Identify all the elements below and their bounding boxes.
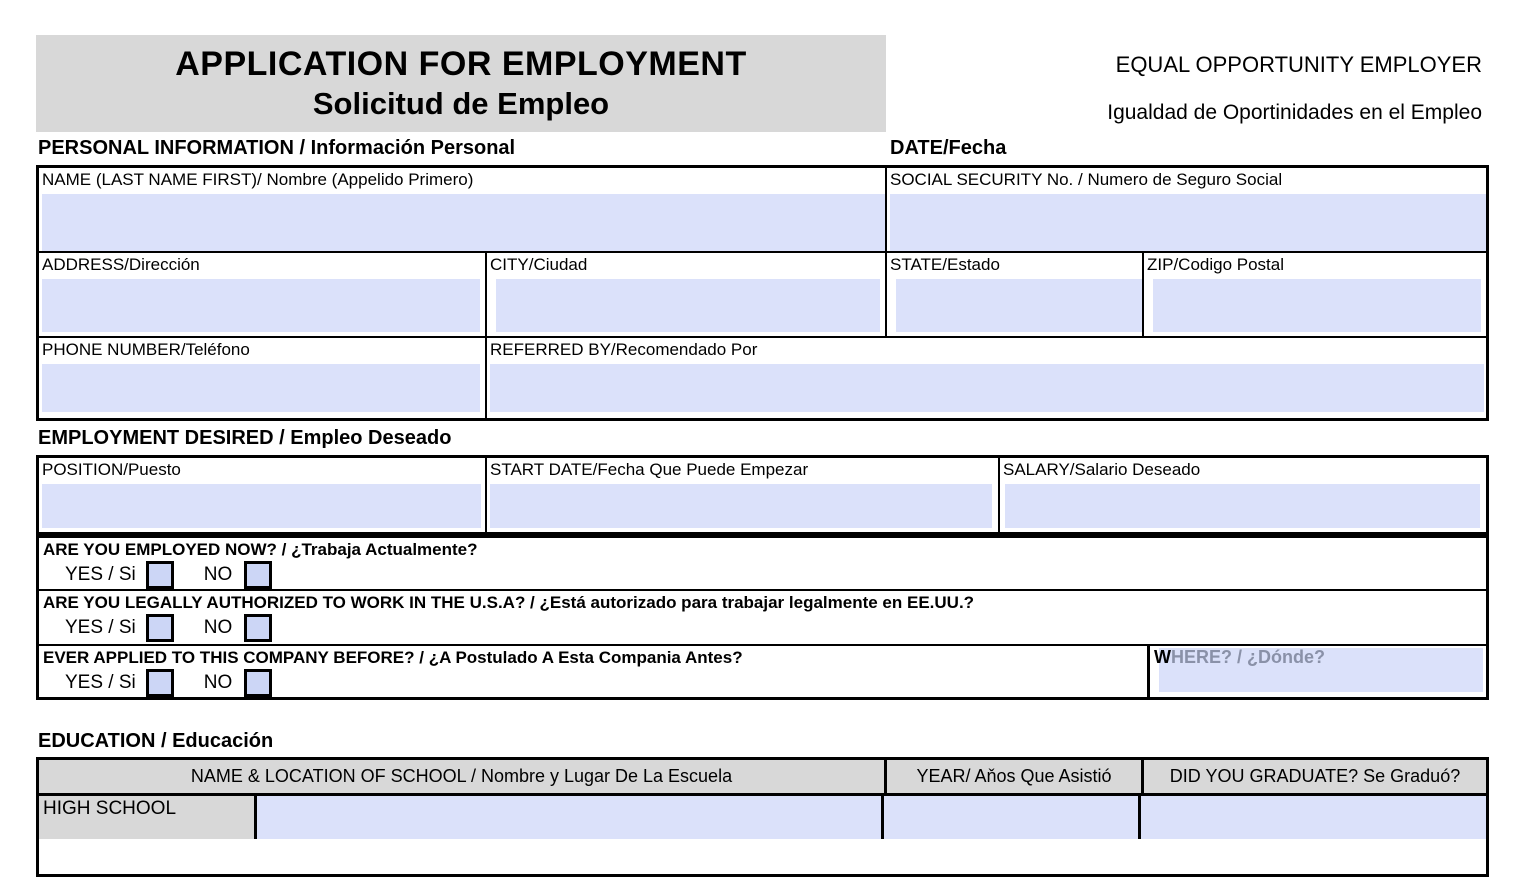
education-table	[36, 757, 1489, 877]
yes-checkbox[interactable]	[146, 561, 174, 589]
salary-cell	[1000, 458, 1486, 532]
form-title-spanish: Solicitud de Empleo	[312, 86, 610, 121]
state-input[interactable]	[896, 279, 1142, 332]
education-heading: EDUCATION / Educación	[38, 730, 274, 752]
referred-by-label: REFERRED BY/Recomendado Por	[490, 340, 758, 359]
year-column-header: YEAR/ Aňos Que Asistió	[887, 760, 1144, 793]
question-answers	[65, 614, 1486, 642]
question-text: ARE YOU EMPLOYED NOW? / ¿Trabaja Actualmente?	[43, 540, 478, 559]
no-label: NO	[203, 564, 233, 585]
where-cell	[1147, 646, 1486, 699]
no-checkbox[interactable]	[244, 561, 272, 589]
education-row-high-school	[39, 793, 1486, 839]
form-title-english: APPLICATION FOR EMPLOYMENT	[175, 45, 747, 83]
education-header-row	[39, 760, 1486, 793]
question-row-authorized-work	[39, 591, 1486, 646]
high-school-graduate-input[interactable]	[1141, 796, 1486, 839]
referred-by-input[interactable]	[490, 364, 1484, 412]
personal-info-heading: PERSONAL INFORMATION / Información Personal	[38, 137, 516, 159]
date-heading: DATE/Fecha	[890, 137, 1007, 159]
name-label: NAME (LAST NAME FIRST)/ Nombre (Appelido Primero)	[42, 170, 474, 189]
table-row	[39, 338, 1486, 418]
phone-label: PHONE NUMBER/Teléfono	[42, 340, 250, 359]
ssn-input[interactable]	[890, 194, 1486, 251]
state-label: STATE/Estado	[890, 255, 1000, 274]
high-school-year-input[interactable]	[884, 796, 1141, 839]
employment-desired-table	[36, 455, 1489, 535]
salary-input[interactable]	[1005, 484, 1480, 528]
yes-label: YES / Si	[65, 564, 136, 585]
question-cell	[39, 538, 1486, 589]
yes-label: YES / Si	[65, 617, 136, 638]
school-column-header: NAME & LOCATION OF SCHOOL / Nombre y Lugar De La Escuela	[39, 760, 887, 793]
position-label: POSITION/Puesto	[42, 460, 181, 479]
position-cell	[39, 458, 487, 532]
yes-label: YES / Si	[65, 672, 136, 693]
state-cell	[887, 253, 1144, 336]
yes-checkbox[interactable]	[146, 669, 174, 697]
city-label: CITY/Ciudad	[490, 255, 588, 274]
zip-cell	[1144, 253, 1486, 336]
start-date-input[interactable]	[490, 484, 992, 528]
question-text: EVER APPLIED TO THIS COMPANY BEFORE? / ¿A Postulado A Esta Compania Antes?	[43, 648, 743, 667]
question-cell	[39, 591, 1486, 644]
phone-cell	[39, 338, 487, 418]
city-cell	[487, 253, 887, 336]
ssn-label: SOCIAL SECURITY No. / Numero de Seguro Social	[890, 170, 1283, 189]
no-checkbox[interactable]	[244, 614, 272, 642]
ssn-cell	[887, 168, 1486, 251]
position-input[interactable]	[42, 484, 481, 528]
yes-checkbox[interactable]	[146, 614, 174, 642]
where-label: WHERE? / ¿Dónde?	[1154, 647, 1325, 667]
question-answers	[65, 669, 1147, 697]
form-title-banner	[36, 35, 886, 132]
personal-info-table	[36, 165, 1489, 421]
address-input[interactable]	[42, 279, 480, 332]
address-cell	[39, 253, 487, 336]
graduate-column-header: DID YOU GRADUATE? Se Graduó?	[1144, 760, 1486, 793]
high-school-name-input[interactable]	[257, 796, 884, 839]
no-label: NO	[203, 672, 233, 693]
no-checkbox[interactable]	[244, 669, 272, 697]
zip-input[interactable]	[1153, 279, 1481, 332]
name-cell	[39, 168, 887, 251]
question-answers	[65, 561, 1486, 589]
start-date-cell	[487, 458, 1000, 532]
equal-opportunity-text-spanish: Igualdad de Oportinidades en el Empleo	[1107, 101, 1482, 124]
question-row-applied-before	[39, 646, 1486, 699]
table-row	[39, 253, 1486, 338]
table-row	[39, 168, 1486, 253]
start-date-label: START DATE/Fecha Que Puede Empezar	[490, 460, 809, 479]
no-label: NO	[203, 617, 233, 638]
name-input[interactable]	[42, 194, 885, 251]
question-cell	[39, 646, 1147, 699]
referred-by-cell	[487, 338, 1486, 418]
phone-input[interactable]	[42, 364, 480, 412]
employment-questions-table	[36, 535, 1489, 700]
zip-label: ZIP/Codigo Postal	[1147, 255, 1285, 274]
equal-opportunity-text-english: EQUAL OPPORTUNITY EMPLOYER	[1115, 52, 1482, 77]
employment-desired-heading: EMPLOYMENT DESIRED / Empleo Deseado	[38, 427, 452, 449]
high-school-label: HIGH SCHOOL	[39, 796, 257, 839]
address-label: ADDRESS/Dirección	[42, 255, 200, 274]
question-row-employed-now	[39, 538, 1486, 591]
question-text: ARE YOU LEGALLY AUTHORIZED TO WORK IN THE U.S.A? / ¿Está autorizado para trabajar legalmente en EE.UU.?	[43, 593, 975, 612]
salary-label: SALARY/Salario Deseado	[1003, 460, 1201, 479]
city-input[interactable]	[496, 279, 880, 332]
table-row	[39, 458, 1486, 532]
